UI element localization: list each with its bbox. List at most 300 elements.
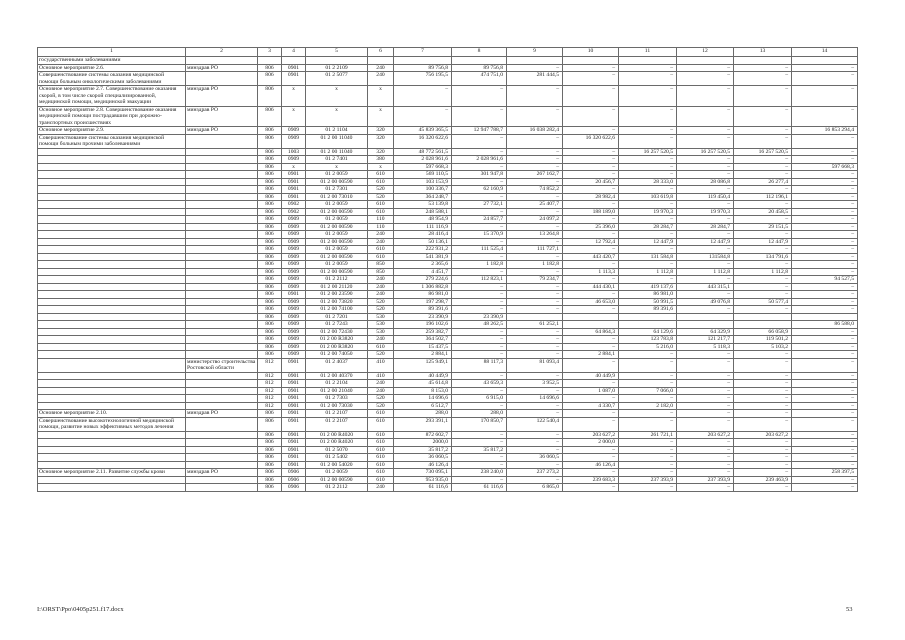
amount-cell: 730 095,1 <box>394 469 452 477</box>
amount-cell: 2 000,0 <box>563 439 619 447</box>
code-cell: 01 2 0059 <box>306 469 368 477</box>
amount-cell: 111 525,4 <box>452 246 507 254</box>
amount-cell: – <box>619 380 677 388</box>
code-cell: 806 <box>258 476 282 484</box>
code-cell: 0901 <box>282 431 306 439</box>
code-cell: 806 <box>258 178 282 186</box>
code-cell: 806 <box>258 208 282 216</box>
amount-cell: 443 315,1 <box>677 283 734 291</box>
table-row <box>38 313 858 321</box>
code-cell: 0901 <box>282 291 306 299</box>
code-cell: 01 2 2107 <box>306 417 368 431</box>
code-cell: 01 2 00 R3820 <box>306 336 368 344</box>
amount-cell: 62 160,9 <box>452 186 507 194</box>
amount-cell: – <box>563 64 619 72</box>
amount-cell: – <box>734 106 792 127</box>
amount-cell: – <box>563 261 619 269</box>
executor-cell <box>186 431 258 439</box>
amount-cell: 64 129,6 <box>619 328 677 336</box>
code-cell: 0901 <box>282 439 306 447</box>
executor-cell <box>186 313 258 321</box>
code-cell: 520 <box>368 395 394 403</box>
amount-cell: 203 627,2 <box>734 431 792 439</box>
code-cell: 0901 <box>282 454 306 462</box>
code-cell: 01 2 2107 <box>306 410 368 418</box>
amount-cell: – <box>507 351 563 359</box>
amount-cell: 20 456,7 <box>563 178 619 186</box>
amount-cell: 46 653,0 <box>563 298 619 306</box>
table-row <box>38 476 858 484</box>
amount-cell: – <box>563 156 619 164</box>
code-cell: 850 <box>368 268 394 276</box>
table-row <box>38 127 858 135</box>
executor-cell <box>186 283 258 291</box>
executor-cell <box>186 417 258 431</box>
amount-cell: – <box>734 201 792 209</box>
amount-cell: – <box>734 86 792 107</box>
amount-cell: – <box>734 156 792 164</box>
amount-cell: 2 884,1 <box>563 351 619 359</box>
code-cell <box>368 57 394 65</box>
code-cell: 01 2 00 21120 <box>306 283 368 291</box>
activity-cell: Совершенствование системы оказания медицинской помощи больным прочими заболеваниями <box>38 134 186 148</box>
amount-cell: 50 577,4 <box>734 298 792 306</box>
amount-cell: 74 852,2 <box>507 186 563 194</box>
amount-cell: – <box>619 106 677 127</box>
amount-cell: – <box>677 171 734 179</box>
code-cell: 240 <box>368 276 394 284</box>
amount-cell: 953 935,0 <box>394 476 452 484</box>
code-cell: 806 <box>258 283 282 291</box>
amount-cell: – <box>563 358 619 372</box>
executor-cell <box>186 321 258 329</box>
code-cell: 806 <box>258 171 282 179</box>
executor-cell <box>186 253 258 261</box>
amount-cell: 86 981,0 <box>394 291 452 299</box>
amount-cell: – <box>507 431 563 439</box>
amount-cell: 50 991,5 <box>619 298 677 306</box>
amount-cell: 40 449,9 <box>394 372 452 380</box>
code-cell <box>282 57 306 65</box>
code-cell: 01 2 5070 <box>306 446 368 454</box>
amount-cell: 541 381,9 <box>394 253 452 261</box>
code-cell: 01 2 2104 <box>306 380 368 388</box>
amount-cell: – <box>507 238 563 246</box>
amount-cell: 756 195,5 <box>394 72 452 86</box>
amount-cell: – <box>563 484 619 492</box>
amount-cell: 196 102,6 <box>394 321 452 329</box>
amount-cell: – <box>507 387 563 395</box>
amount-cell: – <box>734 134 792 148</box>
code-cell: 01 2 0059 <box>306 261 368 269</box>
amount-cell: – <box>677 351 734 359</box>
amount-cell: – <box>792 328 858 336</box>
amount-cell: – <box>734 454 792 462</box>
code-cell: 240 <box>368 64 394 72</box>
activity-cell <box>38 343 186 351</box>
amount-cell: – <box>452 439 507 447</box>
amount-cell: – <box>734 395 792 403</box>
amount-cell: – <box>507 178 563 186</box>
amount-cell: – <box>677 86 734 107</box>
code-cell: 0901 <box>282 380 306 388</box>
code-cell: 806 <box>258 417 282 431</box>
amount-cell: – <box>563 127 619 135</box>
amount-cell: – <box>452 343 507 351</box>
amount-cell: 28 333,0 <box>619 178 677 186</box>
code-cell: 0909 <box>282 134 306 148</box>
executor-cell <box>186 178 258 186</box>
amount-cell: 89 756,8 <box>394 64 452 72</box>
code-cell: 806 <box>258 261 282 269</box>
amount-cell: – <box>734 387 792 395</box>
code-cell: 01 2 7401 <box>306 156 368 164</box>
amount-cell: 1 113,3 <box>563 268 619 276</box>
code-cell: 01 2 00 00590 <box>306 253 368 261</box>
code-cell: 806 <box>258 156 282 164</box>
column-header: 1 <box>38 48 186 57</box>
amount-cell: – <box>619 358 677 372</box>
amount-cell: 288,0 <box>452 410 507 418</box>
amount-cell: – <box>792 358 858 372</box>
code-cell: х <box>282 86 306 107</box>
code-cell: 530 <box>368 321 394 329</box>
table-row <box>38 261 858 269</box>
table-row <box>38 134 858 148</box>
code-cell: 812 <box>258 372 282 380</box>
amount-cell: – <box>677 446 734 454</box>
executor-cell <box>186 454 258 462</box>
code-cell: 806 <box>258 469 282 477</box>
amount-cell: 2 028 961,6 <box>452 156 507 164</box>
table-row <box>38 171 858 179</box>
amount-cell: 86 588,0 <box>792 321 858 329</box>
amount-cell: 61 116,6 <box>452 484 507 492</box>
code-cell: х <box>306 163 368 171</box>
amount-cell: – <box>452 372 507 380</box>
code-cell: 01 2 0059 <box>306 201 368 209</box>
code-cell: 806 <box>258 186 282 194</box>
executor-cell <box>186 402 258 410</box>
executor-cell <box>186 134 258 148</box>
executor-cell <box>186 57 258 65</box>
table-row <box>38 106 858 127</box>
executor-cell <box>186 216 258 224</box>
executor-cell <box>186 238 258 246</box>
code-cell: 110 <box>368 223 394 231</box>
table-row <box>38 156 858 164</box>
code-cell: 806 <box>258 298 282 306</box>
amount-cell <box>507 57 563 65</box>
amount-cell: – <box>734 380 792 388</box>
table-row <box>38 454 858 462</box>
amount-cell: 13 264,8 <box>507 231 563 239</box>
amount-cell: – <box>734 291 792 299</box>
executor-cell <box>186 148 258 156</box>
executor-cell <box>186 291 258 299</box>
amount-cell <box>563 57 619 65</box>
amount-cell: – <box>563 343 619 351</box>
amount-cell: – <box>619 439 677 447</box>
amount-cell: 24 857,7 <box>452 216 507 224</box>
amount-cell: – <box>452 163 507 171</box>
amount-cell: – <box>792 306 858 314</box>
code-cell: 520 <box>368 193 394 201</box>
amount-cell: 5 216,0 <box>619 343 677 351</box>
amount-cell: 122 540,4 <box>507 417 563 431</box>
amount-cell: – <box>792 193 858 201</box>
amount-cell: – <box>734 461 792 469</box>
table-row <box>38 291 858 299</box>
amount-cell: 16 320 622,6 <box>394 134 452 148</box>
amount-cell: – <box>452 387 507 395</box>
amount-cell: 248 588,1 <box>394 208 452 216</box>
amount-cell: 237 273,2 <box>507 469 563 477</box>
amount-cell <box>677 313 734 321</box>
amount-cell: – <box>734 216 792 224</box>
amount-cell: – <box>792 106 858 127</box>
code-cell: 520 <box>368 402 394 410</box>
code-cell: 0909 <box>282 336 306 344</box>
amount-cell: – <box>677 127 734 135</box>
code-cell: 610 <box>368 343 394 351</box>
amount-cell: 5 118,3 <box>677 343 734 351</box>
activity-cell <box>38 208 186 216</box>
amount-cell: – <box>734 246 792 254</box>
amount-cell: – <box>507 86 563 107</box>
executor-cell <box>186 372 258 380</box>
amount-cell: – <box>619 484 677 492</box>
code-cell: 806 <box>258 86 282 107</box>
amount-cell: – <box>452 134 507 148</box>
amount-cell <box>619 321 677 329</box>
amount-cell: – <box>792 156 858 164</box>
amount-cell: – <box>563 446 619 454</box>
code-cell: 806 <box>258 343 282 351</box>
executor-cell <box>186 156 258 164</box>
amount-cell: – <box>507 106 563 127</box>
amount-cell: – <box>619 163 677 171</box>
executor-cell <box>186 163 258 171</box>
amount-cell: 12 447,9 <box>677 238 734 246</box>
amount-cell: – <box>792 439 858 447</box>
code-cell: 530 <box>368 313 394 321</box>
code-cell: 806 <box>258 439 282 447</box>
amount-cell: 28 416,4 <box>394 231 452 239</box>
amount-cell: 2 884,1 <box>394 351 452 359</box>
code-cell: 610 <box>368 246 394 254</box>
code-cell: 806 <box>258 193 282 201</box>
amount-cell: – <box>677 410 734 418</box>
amount-cell: – <box>619 171 677 179</box>
code-cell: 0909 <box>282 313 306 321</box>
code-cell: 01 2 00 R4020 <box>306 431 368 439</box>
amount-cell: – <box>677 469 734 477</box>
executor-cell <box>186 343 258 351</box>
activity-cell <box>38 276 186 284</box>
activity-cell <box>38 351 186 359</box>
amount-cell: – <box>792 402 858 410</box>
table-row <box>38 57 858 65</box>
amount-cell: – <box>792 253 858 261</box>
activity-cell <box>38 223 186 231</box>
amount-cell: 46 126,4 <box>563 461 619 469</box>
executor-cell <box>186 193 258 201</box>
table-header-row <box>38 48 858 57</box>
amount-cell: – <box>452 402 507 410</box>
code-cell: 806 <box>258 253 282 261</box>
amount-cell: – <box>452 328 507 336</box>
amount-cell: 14 696,6 <box>507 395 563 403</box>
amount-cell: 48 262,5 <box>452 321 507 329</box>
amount-cell <box>677 321 734 329</box>
amount-cell: – <box>507 223 563 231</box>
code-cell: 812 <box>258 380 282 388</box>
code-cell: 806 <box>258 336 282 344</box>
activity-cell <box>38 193 186 201</box>
budget-table <box>37 47 857 492</box>
amount-cell: – <box>619 261 677 269</box>
amount-cell: 48 954,9 <box>394 216 452 224</box>
amount-cell: – <box>792 372 858 380</box>
code-cell: 01 2 00 73030 <box>306 402 368 410</box>
column-header: 6 <box>368 48 394 57</box>
amount-cell: – <box>677 64 734 72</box>
amount-cell: 8 153,0 <box>394 387 452 395</box>
code-cell <box>306 57 368 65</box>
activity-cell <box>38 395 186 403</box>
activity-cell <box>38 156 186 164</box>
amount-cell: – <box>677 134 734 148</box>
amount-cell: 26 277,4 <box>734 178 792 186</box>
table-row <box>38 253 858 261</box>
code-cell: 806 <box>258 484 282 492</box>
amount-cell: 125 949,1 <box>394 358 452 372</box>
code-cell: 0909 <box>282 156 306 164</box>
table-row <box>38 223 858 231</box>
amount-cell: – <box>677 216 734 224</box>
amount-cell: – <box>563 201 619 209</box>
amount-cell: – <box>792 454 858 462</box>
amount-cell: – <box>792 380 858 388</box>
amount-cell: – <box>507 156 563 164</box>
amount-cell: – <box>734 261 792 269</box>
amount-cell: 237 393,9 <box>619 476 677 484</box>
code-cell: 0906 <box>282 476 306 484</box>
amount-cell: 29 151,5 <box>734 223 792 231</box>
amount-cell: 28 086,8 <box>677 178 734 186</box>
amount-cell: – <box>677 186 734 194</box>
code-cell: 812 <box>258 395 282 403</box>
code-cell: 320 <box>368 127 394 135</box>
amount-cell: – <box>563 395 619 403</box>
code-cell: 01 2 7243 <box>306 321 368 329</box>
activity-cell: Основное мероприятие 2.11. Развитие службы крови <box>38 469 186 477</box>
code-cell: 806 <box>258 276 282 284</box>
amount-cell: 188 189,0 <box>563 208 619 216</box>
amount-cell: – <box>734 283 792 291</box>
amount-cell: – <box>619 186 677 194</box>
code-cell: 01 2 0059 <box>306 216 368 224</box>
amount-cell: 119 450,4 <box>677 193 734 201</box>
amount-cell: 12 792,4 <box>563 238 619 246</box>
amount-cell: 258 397,5 <box>792 469 858 477</box>
amount-cell: 364 502,7 <box>394 336 452 344</box>
amount-cell: – <box>734 127 792 135</box>
amount-cell: – <box>619 127 677 135</box>
code-cell: 806 <box>258 461 282 469</box>
amount-cell <box>619 57 677 65</box>
amount-cell: – <box>677 380 734 388</box>
amount-cell: – <box>677 387 734 395</box>
executor-cell: министерство строительства Ростовской области <box>186 358 258 372</box>
amount-cell: – <box>677 358 734 372</box>
code-cell: 610 <box>368 461 394 469</box>
activity-cell <box>38 171 186 179</box>
table-row <box>38 64 858 72</box>
table-row <box>38 372 858 380</box>
executor-cell: минздрав РО <box>186 64 258 72</box>
code-cell: 610 <box>368 431 394 439</box>
amount-cell: 267 162,7 <box>507 171 563 179</box>
amount-cell: 170 850,7 <box>452 417 507 431</box>
activity-cell <box>38 336 186 344</box>
amount-cell: – <box>677 454 734 462</box>
code-cell: 0901 <box>282 186 306 194</box>
code-cell: 01 2 2109 <box>306 64 368 72</box>
table-row <box>38 336 858 344</box>
table-row <box>38 402 858 410</box>
amount-cell: – <box>507 253 563 261</box>
amount-cell: – <box>792 134 858 148</box>
code-cell: 240 <box>368 336 394 344</box>
table-row <box>38 163 858 171</box>
code-cell: 806 <box>258 410 282 418</box>
code-cell: 01 2 5402 <box>306 454 368 462</box>
amount-cell: – <box>792 178 858 186</box>
activity-cell <box>38 163 186 171</box>
code-cell: 806 <box>258 72 282 86</box>
amount-cell <box>734 57 792 65</box>
amount-cell: 36 060,5 <box>507 454 563 462</box>
activity-cell <box>38 283 186 291</box>
code-cell: 610 <box>368 469 394 477</box>
amount-cell: 14 696,6 <box>394 395 452 403</box>
executor-cell: минздрав РО <box>186 469 258 477</box>
amount-cell: 46 126,4 <box>394 461 452 469</box>
activity-cell <box>38 148 186 156</box>
amount-cell: 16 257 520,5 <box>619 148 677 156</box>
activity-cell <box>38 313 186 321</box>
amount-cell: 28 284,7 <box>677 223 734 231</box>
amount-cell: 49 076,8 <box>677 298 734 306</box>
amount-cell: – <box>452 351 507 359</box>
code-cell: 0901 <box>282 395 306 403</box>
code-cell: 01 2 00 00590 <box>306 208 368 216</box>
executor-cell: минздрав РО <box>186 410 258 418</box>
amount-cell: – <box>792 336 858 344</box>
code-cell: 240 <box>368 380 394 388</box>
amount-cell: – <box>677 395 734 403</box>
amount-cell: – <box>734 171 792 179</box>
activity-cell <box>38 238 186 246</box>
activity-cell <box>38 268 186 276</box>
executor-cell <box>186 395 258 403</box>
amount-cell: 48 772 561,5 <box>394 148 452 156</box>
code-cell: 806 <box>258 201 282 209</box>
amount-cell: – <box>619 417 677 431</box>
amount-cell: 444 430,1 <box>563 283 619 291</box>
